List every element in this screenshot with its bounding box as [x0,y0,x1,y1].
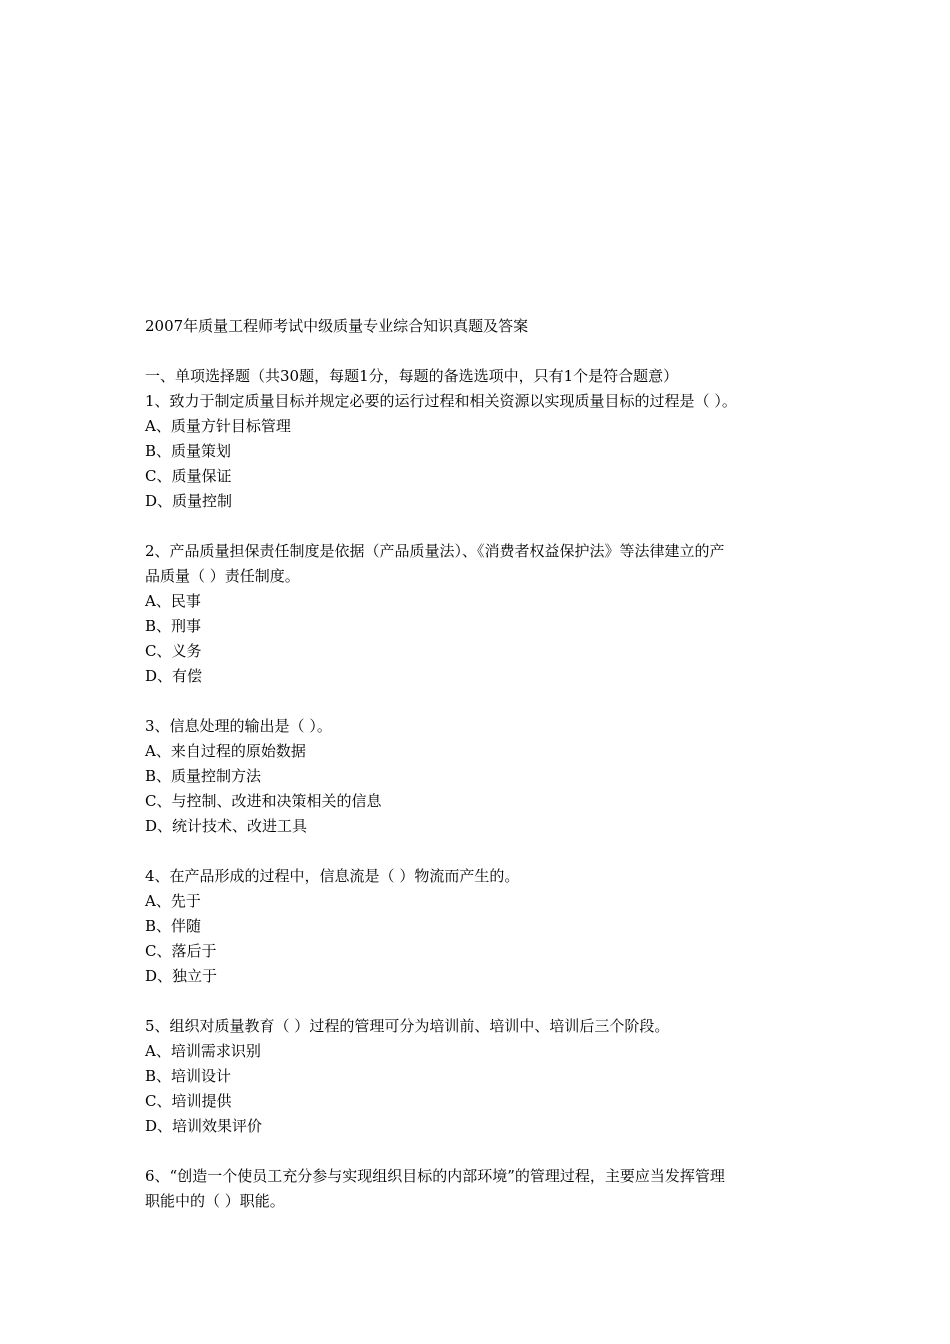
option-d: D、有偿 [145,667,203,685]
question-stem: 1、致力于制定质量目标并规定必要的运行过程和相关资源以实现质量目标的过程是（ ）。 [145,392,737,410]
option-c: C、落后于 [145,942,217,960]
option-c: C、培训提供 [145,1092,232,1110]
option-b: B、刑事 [145,617,202,635]
question-stem: 2、产品质量担保责任制度是依据（产品质量法）、《消费者权益保护法》等法律建立的产 [145,542,725,560]
option-c: C、与控制、改进和决策相关的信息 [145,792,382,810]
question-3 [145,714,835,839]
question-stem: 4、在产品形成的过程中，信息流是（ ）物流而产生的。 [145,867,520,885]
question-1 [145,389,835,514]
option-a: A、民事 [145,592,201,610]
question-stem: 5、组织对质量教育（ ）过程的管理可分为培训前、培训中、培训后三个阶段。 [145,1017,670,1035]
document-page [145,314,835,1214]
option-d: D、独立于 [145,967,218,985]
option-b: B、培训设计 [145,1067,232,1085]
question-stem-continued: 品质量（ ）责任制度。 [145,567,300,585]
option-a: A、来自过程的原始数据 [145,742,306,760]
option-b: B、伴随 [145,917,202,935]
question-2 [145,539,835,689]
option-d: D、培训效果评价 [145,1117,263,1135]
question-4 [145,864,835,989]
option-d: D、质量控制 [145,492,233,510]
document-title: 2007年质量工程师考试中级质量专业综合知识真题及答案 [145,317,529,335]
option-b: B、质量策划 [145,442,232,460]
option-a: A、培训需求识别 [145,1042,261,1060]
question-stem: 3、信息处理的输出是（ ）。 [145,717,332,735]
option-a: A、先于 [145,892,201,910]
option-a: A、质量方针目标管理 [145,417,291,435]
option-b: B、质量控制方法 [145,767,262,785]
option-c: C、质量保证 [145,467,232,485]
question-stem-continued: 职能中的（ ）职能。 [145,1192,285,1210]
option-c: C、义务 [145,642,202,660]
question-5 [145,1014,835,1139]
question-6 [145,1164,835,1214]
question-stem: 6、“创造一个使员工充分参与实现组织目标的内部环境”的管理过程，主要应当发挥管理 [145,1167,725,1185]
option-d: D、统计技术、改进工具 [145,817,308,835]
section-heading: 一、单项选择题（共30题，每题1分，每题的备选选项中，只有1个是符合题意） [145,367,679,385]
